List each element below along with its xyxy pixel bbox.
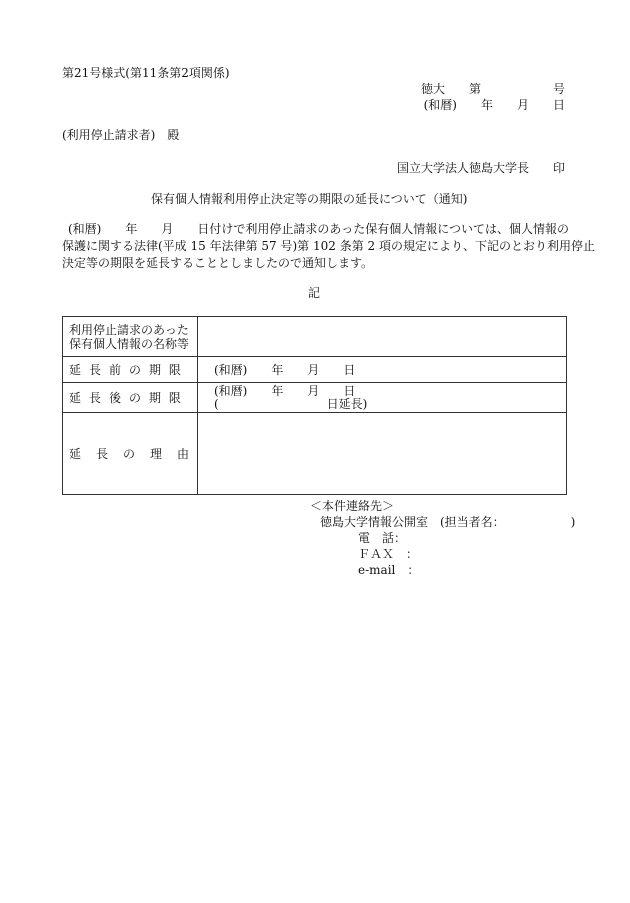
deadline-after-date: (和暦) 年 月 日 xyxy=(214,383,356,398)
issue-date: (和暦) 年 月 日 xyxy=(423,98,565,112)
sender: 国立大学法人徳島大学長 印 xyxy=(396,161,565,175)
table-row xyxy=(63,317,567,357)
deadline-after-label xyxy=(63,383,198,413)
deadline-after-days: ( 日延長) xyxy=(214,396,368,411)
info-name-label-line-2: 保有個人情報の名称等 xyxy=(69,336,190,351)
info-name-label xyxy=(63,317,198,357)
deadline-before-label xyxy=(63,357,198,383)
contact-office: 徳島大学情報公開室 (担当者名： ) xyxy=(320,515,576,529)
deadline-before-label-text: 延 長 前 の 期 限 xyxy=(69,363,181,377)
deadline-after-value xyxy=(198,383,567,413)
contact-phone: 電 話： xyxy=(358,531,407,545)
table-row xyxy=(63,357,567,383)
form-number: 第21号様式(第11条第2項関係) xyxy=(62,66,230,80)
recipient: (利用停止請求者) 殿 xyxy=(62,128,180,142)
deadline-after-label-text: 延 長 後 の 期 限 xyxy=(69,391,181,405)
reason-value xyxy=(198,413,567,495)
body-line-3: 決定等の期限を延長することとしましたので通知します。 xyxy=(62,256,374,270)
info-name-value xyxy=(198,317,567,357)
table-row xyxy=(63,383,567,413)
body-line-1: (和暦) 年 月 日付けで利用停止請求のあった保有個人情報については、個人情報の xyxy=(68,222,570,236)
document-number: 徳大 第 号 xyxy=(420,82,565,96)
extension-table xyxy=(62,316,567,495)
table-row xyxy=(63,413,567,495)
info-name-label-line-1: 利用停止請求のあった xyxy=(69,322,189,337)
deadline-before-date: (和暦) 年 月 日 xyxy=(214,362,356,377)
document-title: 保有個人情報利用停止決定等の期限の延長について（通知) xyxy=(151,192,468,206)
record-mark: 記 xyxy=(308,286,321,300)
reason-label xyxy=(63,413,198,495)
body-line-2: 保護に関する法律(平成 15 年法律第 57 号)第 102 条第 2 項の規定により、下記のとおり利用停止 xyxy=(62,239,595,253)
contact-email: e-mail ： xyxy=(358,563,420,577)
reason-label-text: 延 長 の 理 由 xyxy=(69,447,189,461)
contact-fax: ＦＡＸ ： xyxy=(358,547,419,561)
deadline-before-value xyxy=(198,357,567,383)
contact-heading: ＜本件連絡先＞ xyxy=(310,499,395,513)
